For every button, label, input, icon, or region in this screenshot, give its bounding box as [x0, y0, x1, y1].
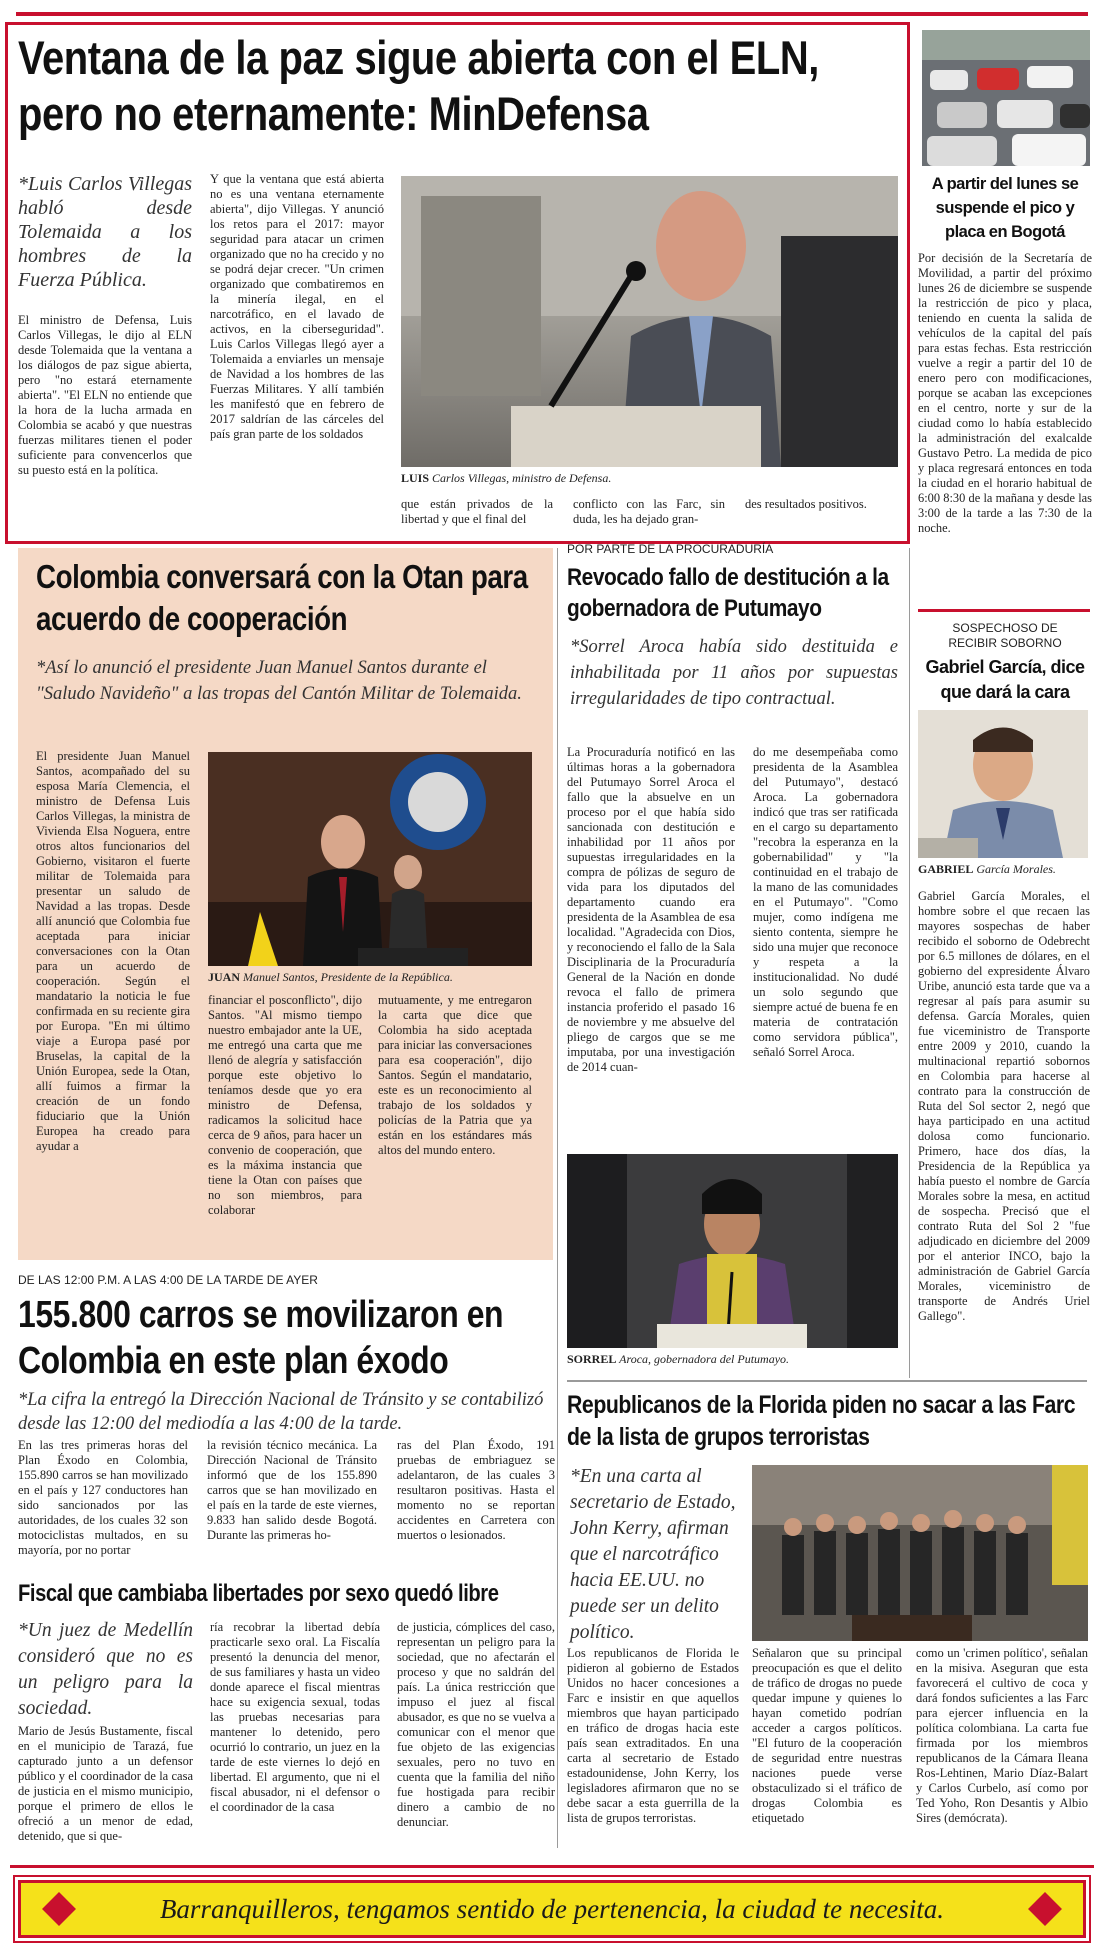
santos-illustration: [208, 752, 532, 966]
farc-col3: como un 'crimen político', señalan en la misiva. Aseguran que esta favorecerá el cultivo de coca y dará fondos suficientes a las Farc para ejercer influencia en la política colombiana. La carta fue firmada por los miembros republicanos de la Cámara Ileana Ros-Lehtinen, Mario Díaz-Balart y Carlos Curbelo, así como por Ted Yoho, Ron Desantis y Albio Sires (demócrata).: [916, 1646, 1088, 1825]
fiscal-col3: de justicia, cómplices del caso, representan un peligro para la sociedad, que no afectarán el proceso y que no saldrán del país. La única restricción que impuso el juez al fiscal abusador, es que no se vuelva a comunicar con el menor que fue objeto de las exigencias sexuales, pero no tuvo en cuenta que la familia del niño fue hostigada para recibir dinero a cambio de no denunciar.: [397, 1620, 555, 1829]
procuraduria-headline: Revocado fallo de destitución a la gobernadora de Putumayo: [567, 564, 889, 622]
garcia-caption: [918, 862, 1092, 877]
farc-lead: *En una carta al secretario de Estado, John Kerry, afirman que el narcotráfico hacia EE.UU. no puede ser un delito político.: [570, 1466, 736, 1643]
fiscal-lead: *Un juez de Medellín consideró que no es un peligro para la sociedad.: [18, 1620, 193, 1719]
sorrel-caption: [567, 1352, 898, 1367]
procuraduria-lead: *Sorrel Aroca había sido destituida e inhabilitada por 11 años por supuestas irregularidades de tipo contractual.: [570, 637, 898, 709]
otan-headline: Colombia conversará con la Otan para acuerdo de cooperación: [36, 558, 528, 637]
otan-col3: mutuamente, y me entregaron la carta que dice que Colombia ha sido aceptada para iniciar las conversaciones para esa cooperación", dijo Santos. Según el mandatario, este es un reconocimiento al trabajo de los soldados y policías de la Patria que ya están en los estándares más altos del mundo entero.: [378, 993, 532, 1157]
soborno-body: Gabriel García Morales, el hombre sobre el que recaen las mayores sospechas de haber recibido el soborno de Odebrecht por 6.5 millones de dólares, en el gobierno del expresidente Álvaro Uribe, anunció esta tarde que va a regresar al país para asumir su defensa. García Morales, quien fue viceministro de Transporte entre 2009 y 2010, cuando la multinacional repartió sobornos en Colombia para hacerse al contrato para la construcción de Ruta del Sol sector 2, negó que haya participado en una actitud dolosa como funcionario. Primero, hace dos días, la Presidencia de la República ya había puesto el nombre de García Morales sobre la mesa, en actitud de sospecha. Precisó que el contrato Ruta del Sol 2 "fue adjudicado en diciembre del 2009 por el anterior INCO, bajo la administración de Gabriel García Morales, viceministro de transporte de Andrés Uriel Gallego".: [918, 889, 1090, 1323]
soborno-headline: Gabriel García, dice que dará la cara: [925, 657, 1085, 702]
banner: [18, 1880, 1086, 1938]
banner-diamond-right: [1028, 1892, 1062, 1926]
villegas-caption-name: LUIS: [401, 471, 430, 485]
top-story-headline: Ventana de la paz sigue abierta con el ELN, pero no eternamente: MinDefensa: [18, 31, 819, 140]
procuraduria-col2: do me desempeñaba como presidenta de la Asamblea del Putumayo", destacó Aroca. La gobernadora indicó que tras ser ratificada en el cargo su departamento "recobra la esperanza en la gobernabilidad" y "la continuidad en el trabajo de la mano de las comunidades en el Putumayo". "Como mujer, como indígena me siento contenta, siempre he sido una mujer que reconoce y respeta a la institucionalidad. No dudé un solo segundo que siempre actué de buena fe en materia de contratación como servidora pública", señaló Sorrel Aroca.: [753, 745, 898, 1059]
top-story-col2: Y que la ventana que está abierta no es una ventana eternamente abierta", dijo Villegas. Y anunció los retos para el 2017: mayor seguridad para atacar un crimen organizado que no ha crecido y no se podrá dejar crecer. "Un crimen organizado que combatiremos en la minería ilegal, en el narcotráfico, en el lavado de activos, en la ciberseguridad". Luis Carlos Villegas llegó ayer a Tolemaida a enviarles un mensaje de Navidad a los hombres de las Fuerzas Militares. Y allí también les manifestó que en febrero de 2017 saldrían de las cárceles del país gran parte de los soldados: [210, 172, 384, 441]
top-rule: [16, 12, 1088, 16]
top-story-bottom-col2: conflicto con las Farc, sin duda, les ha dejado gran-: [573, 497, 725, 526]
banner-top-rule: [10, 1865, 1094, 1868]
farc-headline: Republicanos de la Florida piden no sacar a las Farc de la lista de grupos terroristas: [567, 1391, 1076, 1451]
santos-photo: [208, 752, 532, 966]
sorrel-caption-name: SORREL: [567, 1352, 617, 1366]
traffic-photo: [922, 30, 1090, 166]
right-col-rule: [918, 609, 1090, 612]
column-separator-1: [557, 548, 558, 1848]
carros-kicker: DE LAS 12:00 P.M. A LAS 4:00 DE LA TARDE DE AYER: [18, 1273, 318, 1287]
top-story-col1: El ministro de Defensa, Luis Carlos Villegas, le dijo al ELN desde Tolemaida que la ventana a los diálogos de paz sigue abierta, pero "no estará eternamente abierta". "El ELN no entiende que la hora de la lucha armada en Colombia se acabó y que nuestras fuerzas militares tienen el poder suficiente para convencerlos que su puesto está en la política.: [18, 313, 192, 477]
farc-illustration: [752, 1465, 1088, 1641]
garcia-photo: [918, 710, 1088, 858]
garcia-caption-name: GABRIEL: [918, 862, 974, 876]
traffic-illustration: [922, 30, 1090, 166]
villegas-photo: [401, 176, 898, 467]
pico-placa-body: Por decisión de la Secretaría de Movilidad, a partir del próximo lunes 26 de diciembre se suspende la restricción de pico y placa, teniendo en cuenta la salida de vehículos de la capital del país para estas fechas. Esta restricción vuelve a regir a partir del 10 de enero pero con modificaciones, porque se acaban las excepciones en el centro, norte y sur de la ciudad como lo había establecido la administración del exalcalde Gustavo Petro. La medida de pico y placa regresará entonces en toda la ciudad en el horario habitual de 6:00 8:30 de la mañana y desde las 3:00 de la tarde a las 7:30 de la noche.: [918, 251, 1092, 535]
carros-headline: 155.800 carros se movilizaron en Colombia en este plan éxodo: [18, 1294, 504, 1382]
fiscal-col2: ría recobrar la libertad debía practicarle sexo oral. La Fiscalía presentó la denuncia del menor, de sus familiares y hasta un video donde aparece el fiscal mientras hace su exigencia sexual, todas las pruebas necesarias para mantener lo detenido, pero ocurrió lo contrario, un juez en la tarde de este viernes lo dejó en libertad. El argumento, que ni el fiscal abusador, ni el defensor o el coordinador de la casa: [210, 1620, 380, 1814]
banner-text: Barranquilleros, tengamos sentido de pertenencia, la ciudad te necesita.: [159, 1894, 945, 1924]
santos-caption-text: Manuel Santos, Presidente de la República.: [243, 970, 453, 984]
fiscal-col1: Mario de Jesús Bustamente, fiscal en el municipio de Tarazá, fue capturado junto a un defensor público y el coordinador de la casa de justicia en el mismo municipio, porque el primero de ellos le ofreció a un menor de edad, detenido, que si que-: [18, 1724, 193, 1843]
sorrel-photo: [567, 1154, 898, 1348]
santos-caption: [208, 970, 532, 985]
column-separator-2: [909, 548, 910, 1378]
carros-col3: ras del Plan Éxodo, 191 pruebas de embriaguez se adelantaron, de las cuales 3 resultaron positivas. Hasta el momento no se reportan accidentes en Carretera con muertos o lesionados.: [397, 1438, 555, 1542]
farc-col2: Señalaron que su principal preocupación es que el delito de tráfico de drogas no puede quedar impune y quienes lo hayan cometido podrían acceder a cargos políticos. "El futuro de la cooperación de seguridad entre nuestras naciones puede verse obstaculizado si el tráfico de drogas Colombia es etiquetado: [752, 1646, 902, 1825]
otan-lead: *Así lo anunció el presidente Juan Manuel Santos durante el "Saludo Navideño" a las tropas del Cantón Militar de Tolemaida.: [36, 658, 522, 704]
villegas-caption: [401, 471, 898, 486]
carros-col1: En las tres primeras horas del Plan Éxodo en Colombia, 155.890 carros se han movilizado en el país y 127 conductores han sido sancionados por las autoridades, de los cuales 32 son motociclistas multados, en su mayoría, por no portar: [18, 1438, 188, 1557]
garcia-caption-text: García Morales.: [976, 862, 1056, 876]
fiscal-headline: Fiscal que cambiaba libertades por sexo quedó libre: [18, 1580, 499, 1607]
carros-col2: la revisión técnico mecánica. La Dirección Nacional de Tránsito informó que de los 155.890 carros que se han movilizado en el país en la tarde de este viernes, 9.833 han salido desde Bogotá. Durante las primeras ho-: [207, 1438, 377, 1542]
villegas-caption-text: Carlos Villegas, ministro de Defensa.: [432, 471, 612, 485]
procuraduria-kicker: POR PARTE DE LA PROCURADURÍA: [567, 542, 774, 556]
farc-rule: [567, 1380, 1087, 1382]
top-story-lead: *Luis Carlos Villegas habló desde Tolemaida a los hombres de la Fuerza Pública.: [18, 173, 192, 291]
otan-col1: El presidente Juan Manuel Santos, acompañado del su esposa María Clemencia, el ministro de Defensa Luis Carlos Villegas, la ministra de Vivienda Elsa Noguera, entre otros altos funcionarios del Gobierno, visitaron el fuerte militar de Tolemaida para presentar un saludo de Navidad a las tropas. Desde allí anunció que Colombia fue aceptada para iniciar conversaciones con la Otan para un acuerdo de cooperación. Según el mandatario la noticia le fue confirmada en su reciente gira por Europa. "En mi último viaje a Europa pasé por Bruselas, la capital de la Unión Europea, sede la Otan, allí fuimos a firmar la creación de un fondo fiduciario que la Unión Europea ha creado para ayudar a: [36, 749, 190, 1153]
top-story-bottom-col3: des resultados positivos.: [745, 497, 867, 511]
villegas-illustration: [401, 176, 898, 467]
carros-lead: *La cifra la entregó la Dirección Nacional de Tránsito y se contabilizó desde las 12:00 del mediodía a las 4:00 de la tarde.: [18, 1390, 544, 1434]
soborno-kicker: SOSPECHOSO DE RECIBIR SOBORNO: [948, 621, 1062, 650]
santos-caption-name: JUAN: [208, 970, 240, 984]
garcia-illustration: [918, 710, 1088, 858]
top-story-bottom-col1: que están privados de la libertad y que el final del: [401, 497, 553, 526]
procuraduria-col1: La Procuraduría notificó en las últimas horas a la gobernadora del Putumayo Sorrel Aroca el fallo que la absuelve en un proceso por el que había sido sancionada con destitución e inhabilidad por 11 años por supuestas irregularidades en la compra de pólizas de seguro de vida para los diputados del departamento cuando era presidenta de la Asamblea de esa localidad. "Agradecida con Dios, y reconociendo el fallo de la Sala Disciplinaria de la Procuraduría General de la Nación en donde revoca el fallo de primera instancia proferido el pasado 16 de noviembre y me absuelve del pliego de cargos que se me imputaba, por una investigación de 2014 cuan-: [567, 745, 735, 1074]
farc-col1: Los republicanos de Florida le pidieron al gobierno de Estados Unidos no hacer concesiones a Farc e insistir en que aquellos miembros que hayan participado en tráfico de drogas hacia este país sean extraditados. En una carta al secretario de Estado estadounidense, John Kerry, los legisladores afirmaron que no se debe sacar a esta guerrilla de la lista de grupos terroristas.: [567, 1646, 739, 1825]
sorrel-illustration: [567, 1154, 898, 1348]
farc-photo: [752, 1465, 1088, 1641]
pico-placa-headline: A partir del lunes se suspende el pico y placa en Bogotá: [931, 175, 1079, 241]
sorrel-caption-text: Aroca, gobernadora del Putumayo.: [619, 1352, 790, 1366]
banner-diamond-left: [42, 1892, 76, 1926]
otan-col2: financiar el posconflicto", dijo Santos. "Al mismo tiempo nuestro embajador ante la UE, me entregó una carta que me llenó de alegría y satisfacción porque este objetivo lo teníamos desde que yo era ministro de Defensa, radicamos la solicitud hace cerca de 9 años, para hacer un convenio de cooperación, que es la máxima instancia que tiene la Otan con países que no son miembros, para colaborar: [208, 993, 362, 1217]
